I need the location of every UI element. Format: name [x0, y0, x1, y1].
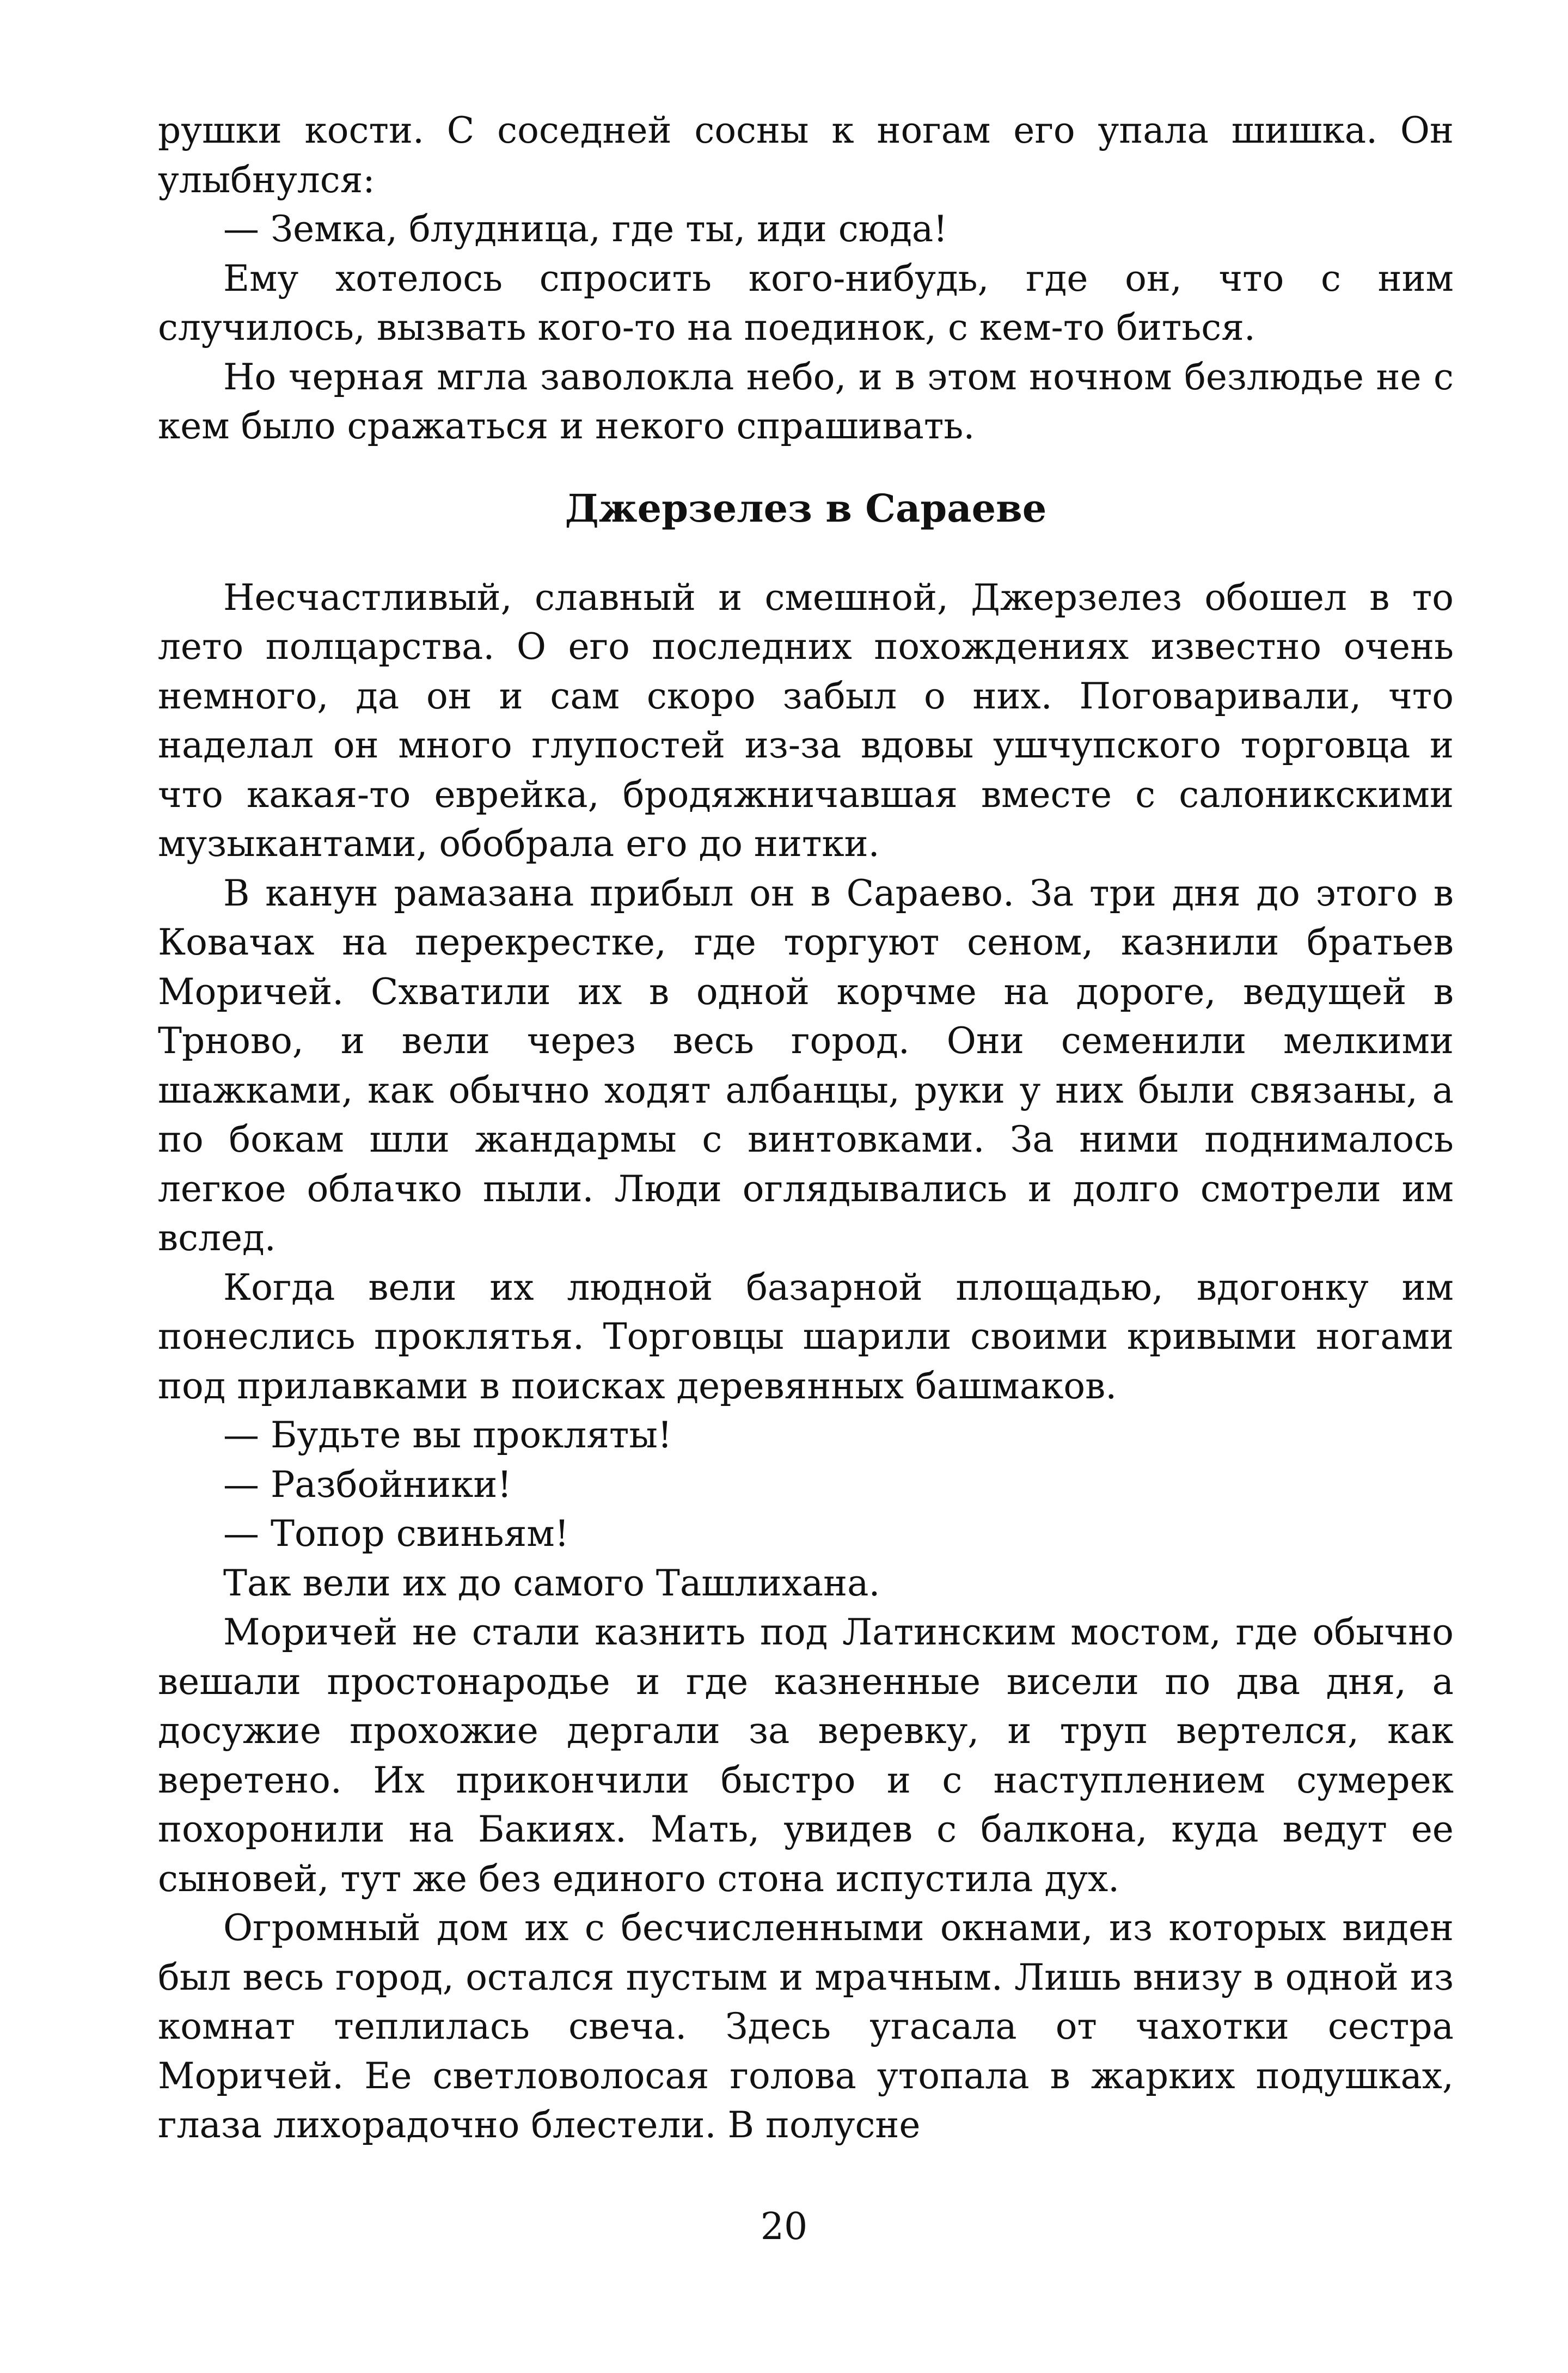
page-number: 20	[760, 2205, 808, 2248]
paragraph: Моричей не стали казнить под Латинским мостом, где обычно вешали простонародье и где казненные висели по два дня, а досужие прохожие дергали за веревку, и труп вертелся, как веретено. Их прикончили быстро и с наступлением сумерек похоронили на Бакиях. Мать, увидев с балкона, куда ведут ее сыновей, тут же без единого стона испустила дух.	[158, 1611, 1454, 1900]
paragraph: Огромный дом их с бесчисленными окнами, из которых виден был весь город, остался пустым и мрачным. Лишь внизу в одной из комнат теплилась свеча. Здесь угасала от чахотки сестра Моричей. Ее светловолосая голова утопала в жарких подушках, глаза лихорадочно блестели. В полусне	[158, 1907, 1454, 2146]
section-heading: Джерзелез в Сараеве	[565, 485, 1047, 531]
paragraph-dialogue: — Будьте вы прокляты!	[223, 1414, 672, 1456]
paragraph: Но черная мгла заволокла небо, и в этом ночном безлюдье не с кем было сражаться и некого спрашивать.	[158, 356, 1454, 447]
paragraph-dialogue: — Земка, блудница, где ты, иди сюда!	[223, 208, 948, 250]
paragraph-dialogue: — Разбойники!	[223, 1463, 512, 1506]
paragraph-dialogue: — Топор свиньям!	[223, 1513, 569, 1555]
paragraph: рушки кости. С соседней сосны к ногам его упала шишка. Он улыбнулся:	[158, 109, 1454, 201]
paragraph: Когда вели их людной базарной площадью, вдогонку им понеслись проклятья. Торговцы шарили своими кривыми ногами под прилавками в поисках деревянных башмаков.	[158, 1266, 1454, 1407]
paragraph: Несчастливый, славный и смешной, Джерзелез обошел в то лето полцарства. О его последних похождениях известно очень немного, да он и сам скоро забыл о них. Поговаривали, что наделал он много глупостей из-за вдовы ушчупского торговца и что какая-то еврейка, бродяжничавшая вместе с салоникскими музыкантами, обобрала его до нитки.	[158, 576, 1454, 865]
paragraph: Ему хотелось спросить кого-нибудь, где он, что с ним случилось, вызвать кого-то на поединок, с кем-то биться.	[158, 257, 1454, 348]
body-text	[158, 106, 1454, 2150]
paragraph: Так вели их до самого Ташлихана.	[223, 1562, 880, 1604]
paragraph: В канун рамазана прибыл он в Сараево. За три дня до этого в Ковачах на перекрестке, где торгуют сеном, казнили братьев Моричей. Схватили их в одной корчме на дороге, ведущей в Трново, и вели через весь город. Они семенили мелкими шажками, как обычно ходят албанцы, руки у них были связаны, а по бокам шли жандармы с винтовками. За ними поднималось легкое облачко пыли. Люди оглядывались и долго смотрели им вслед.	[158, 872, 1454, 1259]
